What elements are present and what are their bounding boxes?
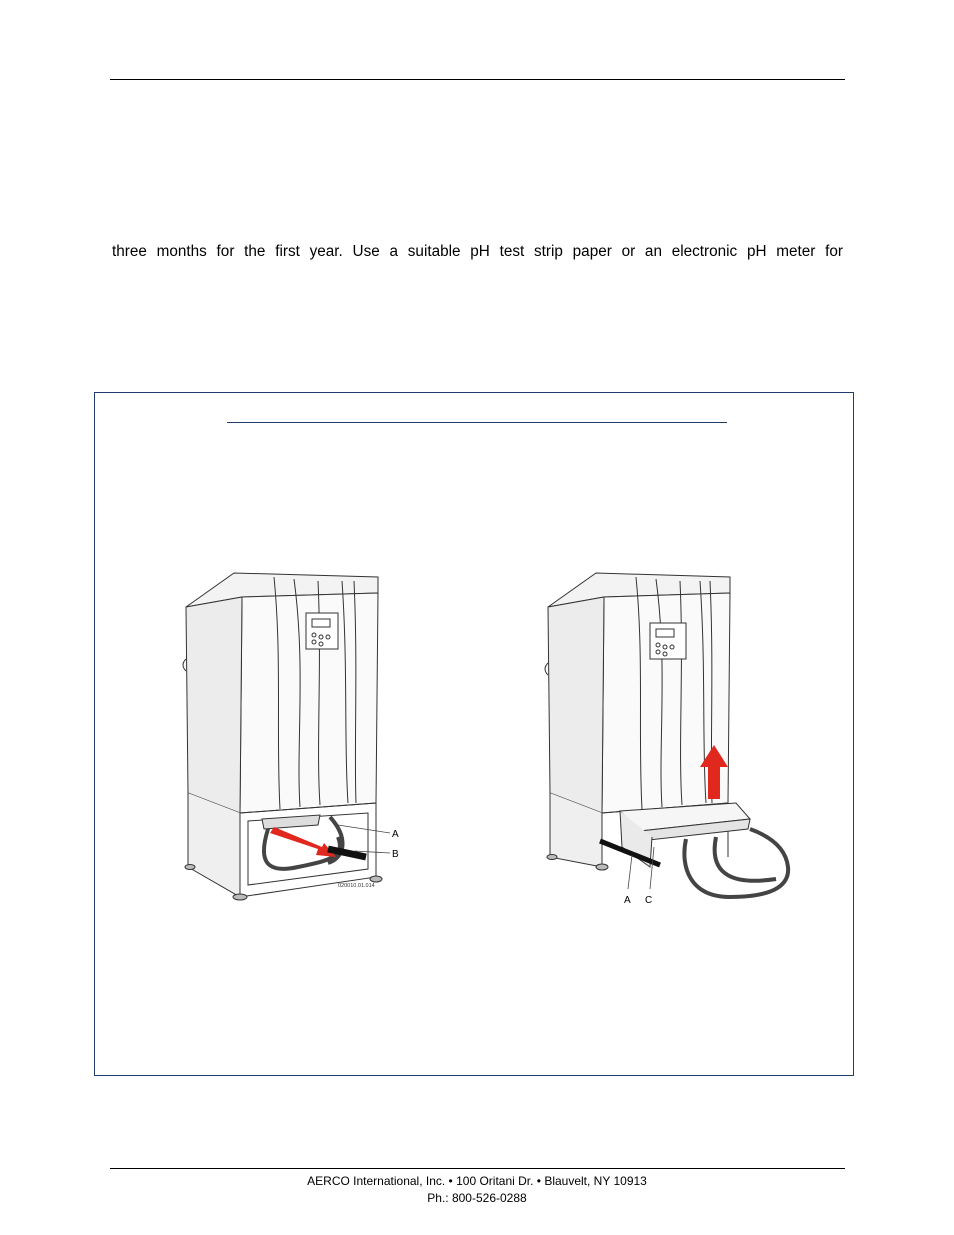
boiler-illustration-left xyxy=(178,567,408,907)
callout-a-left: A xyxy=(392,829,399,840)
callout-b-left: B xyxy=(392,849,399,860)
callout-c-right: C xyxy=(645,895,653,906)
body-paragraph-line: three months for the first year. Use a suitable pH test strip paper or an electronic pH meter for xyxy=(112,243,843,260)
boiler-illustration-right xyxy=(540,567,810,912)
footer-rule xyxy=(110,1168,845,1169)
footer-address: AERCO International, Inc. • 100 Oritani Dr. • Blauvelt, NY 10913 xyxy=(307,1174,647,1188)
figure-title-underline xyxy=(227,422,727,423)
footer-phone: Ph.: 800-526-0288 xyxy=(427,1191,527,1205)
callout-a-right: A xyxy=(624,895,631,906)
header-rule xyxy=(110,79,845,80)
drawing-code: 020010.01.014 xyxy=(338,883,375,889)
page-footer xyxy=(0,1173,954,1207)
